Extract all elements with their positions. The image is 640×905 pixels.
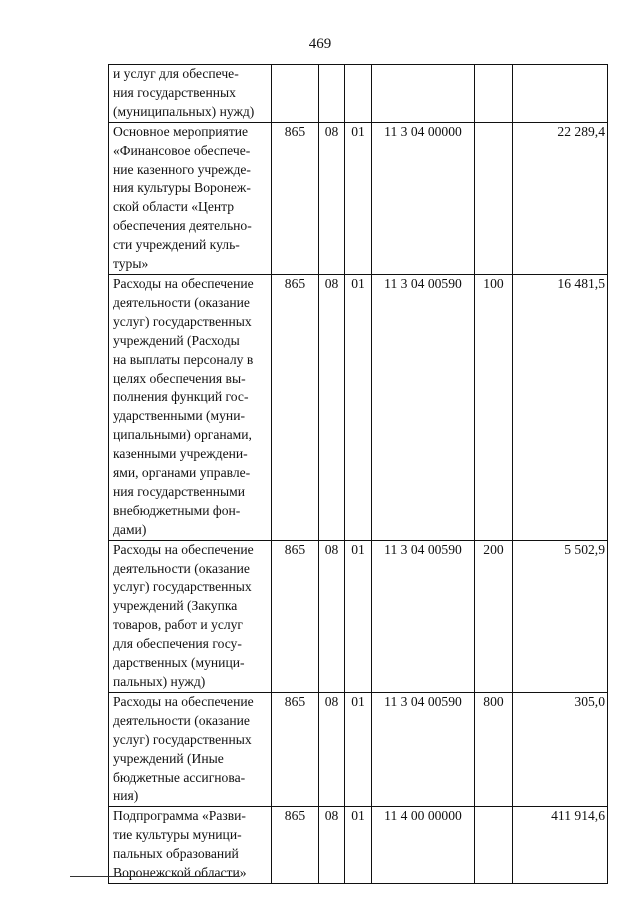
expense-type-code: 100 (475, 274, 513, 540)
section-code: 08 (319, 807, 345, 884)
subsection-code: 01 (345, 274, 372, 540)
expense-type-code: 800 (475, 692, 513, 806)
amount: 305,0 (513, 692, 608, 806)
target-article-code (372, 65, 475, 123)
ved-code: 865 (272, 692, 319, 806)
amount (513, 65, 608, 123)
table-row (109, 807, 608, 884)
row-name: Подпрограмма «Разви- тие культуры муници- пальных образований Воронежской области» (109, 807, 272, 884)
target-article-code: 11 3 04 00590 (372, 692, 475, 806)
target-article-code: 11 3 04 00000 (372, 122, 475, 274)
table-row (109, 540, 608, 692)
table-row (109, 65, 608, 123)
row-name: и услуг для обеспече- ния государственных (муниципальных) нужд) (109, 65, 272, 123)
ved-code: 865 (272, 807, 319, 884)
subsection-code: 01 (345, 540, 372, 692)
expense-type-code: 200 (475, 540, 513, 692)
section-code: 08 (319, 540, 345, 692)
row-name: Расходы на обеспечение деятельности (оказание услуг) государственных учреждений (Закупка товаров, работ и услуг для обеспечения госу- дарственных (муници- пальных) нужд) (109, 540, 272, 692)
table-row (109, 122, 608, 274)
expense-type-code (475, 807, 513, 884)
subsection-code (345, 65, 372, 123)
ved-code: 865 (272, 122, 319, 274)
target-article-code: 11 3 04 00590 (372, 274, 475, 540)
ved-code: 865 (272, 274, 319, 540)
amount: 22 289,4 (513, 122, 608, 274)
table-row (109, 692, 608, 806)
expense-type-code (475, 122, 513, 274)
section-code: 08 (319, 692, 345, 806)
subsection-code: 01 (345, 122, 372, 274)
table-row (109, 274, 608, 540)
page-number: 469 (308, 36, 332, 52)
ved-code (272, 65, 319, 123)
row-name: Расходы на обеспечение деятельности (оказание услуг) государственных учреждений (Иные бюджетные ассигнова- ния) (109, 692, 272, 806)
row-name: Расходы на обеспечение деятельности (оказание услуг) государственных учреждений (Расходы на выплаты персоналу в целях обеспечения вы- полнения функций гос- ударственными (муни- ципальными) органами, казенными учреждени- ями, органами управле- ния государственными внебюджетными фон- дами) (109, 274, 272, 540)
ved-code: 865 (272, 540, 319, 692)
subsection-code: 01 (345, 692, 372, 806)
amount: 411 914,6 (513, 807, 608, 884)
section-code: 08 (319, 274, 345, 540)
footnote-divider (70, 876, 240, 877)
budget-table (108, 64, 608, 884)
amount: 16 481,5 (513, 274, 608, 540)
amount: 5 502,9 (513, 540, 608, 692)
expense-type-code (475, 65, 513, 123)
section-code: 08 (319, 122, 345, 274)
target-article-code: 11 4 00 00000 (372, 807, 475, 884)
target-article-code: 11 3 04 00590 (372, 540, 475, 692)
subsection-code: 01 (345, 807, 372, 884)
row-name: Основное мероприятие «Финансовое обеспече- ние казенного учрежде- ния культуры Воронеж- ской области «Центр обеспечения деятельно- сти учреждений куль- туры» (109, 122, 272, 274)
section-code (319, 65, 345, 123)
